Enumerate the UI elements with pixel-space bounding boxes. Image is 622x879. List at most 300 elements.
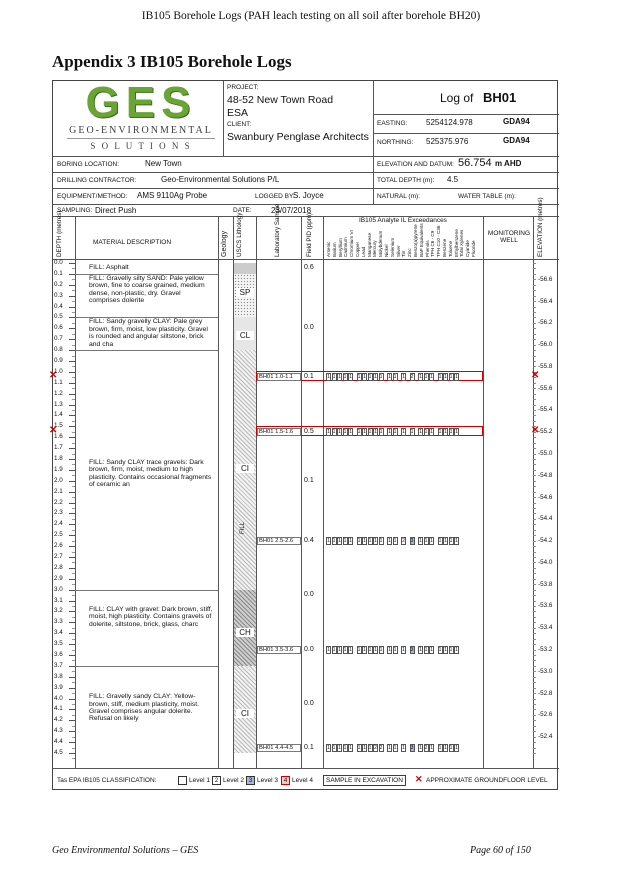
depth-minor-tick bbox=[72, 279, 75, 280]
analyte-header: Phenols bbox=[424, 240, 430, 257]
analyte-cell: 1 bbox=[419, 646, 422, 653]
elev-tick bbox=[533, 699, 536, 700]
analyte-cell: 1 bbox=[332, 374, 336, 381]
material-description: FILL: Sandy gravelly CLAY: Pale grey brown, firm, moist, low plasticity. Gravel is rounded and angular siltstone, brick and cha bbox=[89, 318, 208, 348]
analyte-cell: 1 bbox=[332, 744, 336, 751]
analyte-cell: 1 bbox=[343, 428, 347, 435]
elev-tick bbox=[533, 655, 536, 656]
geology-label: FILL bbox=[240, 521, 247, 535]
analyte-cell: 1 bbox=[419, 537, 422, 544]
depth-tick-label: 0.5 bbox=[54, 313, 63, 321]
elev-tick bbox=[533, 541, 536, 542]
depth-tick-label: 2.8 bbox=[54, 563, 63, 571]
elev-tick bbox=[533, 742, 536, 743]
depth-tick-label: 3.5 bbox=[54, 640, 63, 648]
sampling-label: SAMPLING: bbox=[57, 207, 93, 214]
depth-tick-label: 3.8 bbox=[54, 672, 63, 680]
depth-tick-label: 2.0 bbox=[54, 476, 63, 484]
analyte-cell: 1 bbox=[338, 744, 341, 751]
elev-tick bbox=[533, 388, 536, 389]
elev-tick bbox=[533, 617, 536, 618]
elev-tick-label: -54.4 bbox=[538, 515, 553, 523]
elev-tick-label: -53.8 bbox=[538, 580, 553, 588]
depth-tick-label: 4.4 bbox=[54, 738, 63, 746]
elev-tick bbox=[533, 671, 536, 672]
uscs-code: SP bbox=[236, 288, 254, 297]
depth-minor-tick bbox=[72, 410, 75, 411]
elev-tick bbox=[533, 399, 536, 400]
analyte-cell: 2 bbox=[379, 744, 383, 751]
elev-value: 56.754 bbox=[458, 157, 492, 169]
depth-tick bbox=[69, 622, 75, 623]
depth-tick-label: 3.7 bbox=[54, 661, 63, 669]
total-depth-value: 4.5 bbox=[447, 175, 459, 184]
elev-tick bbox=[533, 301, 536, 302]
depth-minor-tick bbox=[72, 290, 75, 291]
equipment-value: AMS 9110Ag Probe bbox=[137, 191, 208, 200]
elev-tick-label: -53.4 bbox=[538, 624, 553, 632]
analyte-cell: 1 bbox=[357, 646, 361, 653]
depth-tick bbox=[69, 579, 75, 580]
analyte-cell: 1 bbox=[332, 646, 336, 653]
date-value: 23/07/2018 bbox=[271, 206, 312, 215]
depth-tick-label: 2.4 bbox=[54, 520, 63, 528]
depth-tick-label: 3.4 bbox=[54, 629, 63, 637]
depth-minor-tick bbox=[72, 584, 75, 585]
analyte-cell: 1 bbox=[363, 537, 366, 544]
depth-minor-tick bbox=[72, 671, 75, 672]
elev-tick-label: -56.2 bbox=[538, 319, 553, 327]
depth-tick bbox=[69, 372, 75, 373]
depth-minor-tick bbox=[72, 301, 75, 302]
natural-label: NATURAL (m): bbox=[377, 193, 420, 200]
easting-value: 5254124.978 bbox=[426, 118, 473, 127]
elev-tick-label: -53.6 bbox=[538, 602, 553, 610]
legend-classification: Tas EPA IB105 CLASSIFICATION: bbox=[57, 777, 157, 784]
elev-tick bbox=[533, 459, 536, 460]
elev-tick bbox=[533, 639, 536, 640]
analyte-header: Cadmium bbox=[343, 237, 349, 257]
depth-tick bbox=[69, 328, 75, 329]
drilling-label: DRILLING CONTRACTOR: bbox=[57, 177, 137, 184]
depth-tick-label: 2.5 bbox=[54, 531, 63, 539]
analyte-header: Tin bbox=[401, 250, 407, 257]
analyte-header: Chromium VI bbox=[349, 230, 355, 257]
depth-tick bbox=[69, 644, 75, 645]
elev-tick bbox=[533, 519, 536, 520]
depth-tick-label: 3.6 bbox=[54, 651, 63, 659]
elev-tick bbox=[533, 611, 536, 612]
analyte-cell: 1 bbox=[343, 646, 347, 653]
footer-left: Geo Environmental Solutions – GES bbox=[52, 845, 199, 856]
approx-groundfloor-icon: ✕ bbox=[49, 424, 58, 436]
elev-tick bbox=[533, 622, 536, 623]
analyte-cell: 1 bbox=[455, 646, 458, 653]
depth-minor-tick bbox=[72, 421, 75, 422]
elev-tick-label: -54.2 bbox=[538, 537, 553, 545]
depth-minor-tick bbox=[72, 726, 75, 727]
elev-tick bbox=[533, 448, 536, 449]
depth-tick bbox=[69, 688, 75, 689]
layer-boundary bbox=[75, 590, 218, 591]
layer-boundary bbox=[75, 350, 218, 351]
elev-tick bbox=[533, 562, 536, 563]
analyte-cell: 1 bbox=[419, 374, 422, 381]
elev-tick bbox=[533, 753, 536, 754]
depth-tick-label: 0.1 bbox=[54, 269, 63, 277]
depth-tick-label: 2.1 bbox=[54, 487, 63, 495]
depth-tick bbox=[69, 459, 75, 460]
elev-tick-label: -56.0 bbox=[538, 341, 553, 349]
depth-tick-label: 1.2 bbox=[54, 389, 63, 397]
analyte-cell: 1 bbox=[438, 428, 442, 435]
depth-minor-tick bbox=[72, 639, 75, 640]
water-label: WATER TABLE (m): bbox=[458, 193, 516, 200]
analyte-cell: 1 bbox=[430, 744, 433, 751]
lab-sample-box: BH01 4.4-4.5 bbox=[257, 744, 301, 752]
analyte-cell: 1 bbox=[374, 428, 377, 435]
analyte-header: Selenium bbox=[389, 237, 395, 257]
depth-tick-label: 1.4 bbox=[54, 411, 63, 419]
elev-tick bbox=[533, 268, 536, 269]
elev-tick bbox=[533, 323, 536, 324]
elev-tick bbox=[533, 748, 536, 749]
analyte-cell: 1 bbox=[444, 428, 447, 435]
analyte-cell: 2 bbox=[424, 744, 428, 751]
analyte-cell: 1 bbox=[438, 537, 442, 544]
elev-tick bbox=[533, 601, 536, 602]
depth-minor-tick bbox=[72, 660, 75, 661]
elev-tick bbox=[533, 535, 536, 536]
elev-tick-label: -53.0 bbox=[538, 667, 553, 675]
depth-tick-label: 0.4 bbox=[54, 302, 63, 310]
depth-tick bbox=[69, 720, 75, 721]
depth-tick bbox=[69, 535, 75, 536]
depth-tick bbox=[69, 546, 75, 547]
appendix-title: Appendix 3 IB105 Borehole Logs bbox=[52, 52, 292, 71]
elev-tick bbox=[533, 279, 536, 280]
elev-tick bbox=[533, 682, 536, 683]
analyte-cell: 1 bbox=[444, 537, 447, 544]
lab-sample-box: BH01 1.5-1.6 bbox=[257, 428, 301, 436]
boring-value: New Town bbox=[145, 159, 182, 168]
legend-level1-box bbox=[178, 776, 187, 785]
elev-tick bbox=[533, 508, 536, 509]
elev-tick bbox=[533, 497, 536, 498]
depth-minor-tick bbox=[72, 508, 75, 509]
depth-tick-label: 1.5 bbox=[54, 422, 63, 430]
legend-level3-box: 3 bbox=[246, 776, 255, 785]
analyte-cell: 2 bbox=[402, 537, 405, 544]
depth-tick-label: 1.3 bbox=[54, 400, 63, 408]
legend-level2: Level 2 bbox=[223, 777, 244, 784]
lab-sample-box: BH01 1.0-1.1 bbox=[257, 373, 301, 381]
depth-tick bbox=[69, 568, 75, 569]
lab-sample-box: BH01 3.5-3.6 bbox=[257, 646, 301, 654]
analyte-header: Zinc bbox=[407, 248, 413, 257]
depth-tick bbox=[69, 481, 75, 482]
sample-pid: 0.0 bbox=[304, 645, 314, 653]
uscs-code: CL bbox=[236, 331, 254, 340]
depth-minor-tick bbox=[72, 541, 75, 542]
depth-tick bbox=[69, 633, 75, 634]
analyte-cell: 1 bbox=[379, 537, 383, 544]
depth-tick bbox=[69, 601, 75, 602]
elev-tick bbox=[533, 454, 536, 455]
depth-tick bbox=[69, 753, 75, 754]
analyte-cell: 1 bbox=[363, 374, 366, 381]
depth-minor-tick bbox=[72, 758, 75, 759]
analyte-cell: 1 bbox=[430, 374, 433, 381]
analyte-cell: 1 bbox=[338, 428, 341, 435]
analyte-cell: 1 bbox=[393, 428, 397, 435]
depth-minor-tick bbox=[72, 650, 75, 651]
analyte-cell: 1 bbox=[430, 537, 433, 544]
col-analyte-title: IB105 Analyte IL Exceedances bbox=[359, 217, 447, 224]
elev-tick bbox=[533, 546, 536, 547]
log-of-label: Log of bbox=[440, 91, 474, 105]
depth-minor-tick bbox=[72, 606, 75, 607]
depth-tick-label: 0.9 bbox=[54, 357, 63, 364]
elev-tick bbox=[533, 481, 536, 482]
elev-tick bbox=[533, 530, 536, 531]
elev-tick bbox=[533, 345, 536, 346]
depth-tick-label: 2.7 bbox=[54, 553, 63, 561]
elev-tick bbox=[533, 606, 536, 607]
analyte-cell: 1 bbox=[332, 537, 336, 544]
depth-minor-tick bbox=[72, 530, 75, 531]
analyte-header: Cyanide bbox=[465, 240, 471, 257]
elev-tick bbox=[533, 421, 536, 422]
elev-tick bbox=[533, 524, 536, 525]
analyte-cell: 1 bbox=[363, 646, 366, 653]
legend-level3: Level 3 bbox=[257, 777, 278, 784]
analyte-cell: 1 bbox=[379, 646, 383, 653]
analyte-cell: 1 bbox=[449, 537, 453, 544]
pid-reading: 0.1 bbox=[304, 476, 314, 484]
analyte-cell: 1 bbox=[419, 744, 422, 751]
col-geology: Geology bbox=[221, 230, 228, 257]
elev-tick bbox=[533, 693, 536, 694]
analyte-cell: 1 bbox=[349, 428, 352, 435]
borehole-log-sheet bbox=[49, 78, 558, 790]
depth-tick-label: 4.3 bbox=[54, 727, 63, 735]
elev-unit: m AHD bbox=[495, 159, 522, 168]
uscs-code: CI bbox=[236, 464, 254, 473]
depth-tick bbox=[69, 492, 75, 493]
elev-tick bbox=[533, 410, 536, 411]
sample-pid: 0.5 bbox=[304, 427, 314, 435]
pid-reading: 0.0 bbox=[304, 591, 314, 599]
analyte-header: BaP Equivalents bbox=[418, 223, 424, 257]
analyte-cell: 1 bbox=[402, 646, 405, 653]
analyte-cell: 1 bbox=[357, 537, 361, 544]
analyte-cell: 1 bbox=[430, 646, 433, 653]
col-pid: Field PID (ppm) bbox=[306, 212, 313, 257]
depth-minor-tick bbox=[72, 486, 75, 487]
depth-minor-tick bbox=[72, 628, 75, 629]
depth-minor-tick bbox=[72, 399, 75, 400]
elev-tick bbox=[533, 666, 536, 667]
analyte-header: Lead bbox=[360, 246, 366, 257]
pid-reading: 0.6 bbox=[304, 264, 314, 272]
analyte-header: Manganese bbox=[366, 232, 372, 257]
sample-pid: 0.4 bbox=[304, 536, 314, 544]
analyte-cell: 1 bbox=[363, 744, 366, 751]
project-value: 48-52 New Town Road bbox=[227, 94, 334, 106]
material-description: FILL: CLAY with gravel: Dark brown, stiff, moist, high plasticity. Contains gravels of dolerite, siltstone, brick, glass, charc bbox=[89, 606, 213, 628]
analyte-cell: 1 bbox=[402, 428, 405, 435]
legend-level2-box: 2 bbox=[212, 776, 221, 785]
analyte-cell: 1 bbox=[402, 744, 405, 751]
depth-tick bbox=[69, 437, 75, 438]
analyte-header: Barium bbox=[331, 242, 337, 257]
pid-reading: 0.0 bbox=[304, 700, 314, 708]
analyte-cell: 1 bbox=[374, 537, 377, 544]
elev-tick bbox=[533, 356, 536, 357]
depth-minor-tick bbox=[72, 432, 75, 433]
sample-pid: 0.1 bbox=[304, 373, 314, 381]
elev-tick bbox=[533, 584, 536, 585]
logo-letters: GES bbox=[85, 78, 197, 127]
analyte-cell: 1 bbox=[444, 744, 447, 751]
elev-tick bbox=[533, 731, 536, 732]
depth-minor-tick bbox=[72, 748, 75, 749]
log-of-value: BH01 bbox=[483, 90, 517, 105]
elev-tick-label: -55.0 bbox=[538, 450, 553, 457]
analyte-cell: 1 bbox=[379, 428, 383, 435]
elev-tick bbox=[533, 573, 536, 574]
col-depth: DEPTH (metres) bbox=[56, 210, 63, 257]
elev-tick bbox=[533, 486, 536, 487]
analyte-cell: 1 bbox=[374, 646, 377, 653]
depth-tick-label: 4.2 bbox=[54, 716, 63, 724]
depth-tick-label: 3.0 bbox=[54, 585, 63, 593]
depth-tick bbox=[69, 361, 75, 362]
depth-tick bbox=[69, 263, 75, 264]
col-lab: Laboratory Sample bbox=[274, 203, 281, 257]
analyte-cell: 2 bbox=[374, 744, 377, 751]
depth-tick-label: 0.8 bbox=[54, 346, 63, 354]
elev-tick-label: -54.8 bbox=[538, 471, 553, 479]
elev-tick-label: -52.4 bbox=[538, 733, 553, 741]
analyte-cell: 1 bbox=[368, 537, 372, 544]
client-label: CLIENT: bbox=[227, 121, 252, 128]
depth-tick-label: 3.2 bbox=[54, 607, 63, 615]
analyte-cell: 1 bbox=[343, 537, 347, 544]
lithology-band bbox=[234, 263, 256, 274]
elev-tick bbox=[533, 677, 536, 678]
elev-tick bbox=[533, 437, 536, 438]
analyte-cell: 1 bbox=[430, 428, 433, 435]
depth-tick bbox=[69, 731, 75, 732]
elev-tick-label: -54.6 bbox=[538, 493, 553, 501]
depth-minor-tick bbox=[72, 356, 75, 357]
depth-minor-tick bbox=[72, 377, 75, 378]
elev-tick bbox=[533, 633, 536, 634]
analyte-cell: 1 bbox=[388, 428, 391, 435]
date-label: DATE: bbox=[233, 207, 252, 214]
page-header: IB105 Borehole Logs (PAH leach testing on all soil after borehole BH20) bbox=[141, 10, 481, 22]
analyte-cell: 1 bbox=[338, 646, 341, 653]
elev-tick bbox=[533, 715, 536, 716]
elev-tick bbox=[533, 579, 536, 580]
elev-tick bbox=[533, 366, 536, 367]
approx-groundfloor-icon: ✕ bbox=[49, 370, 58, 382]
layer-boundary bbox=[75, 666, 218, 667]
elev-tick bbox=[533, 709, 536, 710]
analyte-cell: 1 bbox=[368, 744, 372, 751]
analyte-cell: 1 bbox=[327, 744, 330, 751]
analyte-cell: 1 bbox=[388, 374, 391, 381]
elev-tick-label: -55.2 bbox=[538, 428, 553, 436]
depth-tick bbox=[69, 524, 75, 525]
depth-minor-tick bbox=[72, 464, 75, 465]
depth-tick bbox=[69, 699, 75, 700]
elev-tick bbox=[533, 443, 536, 444]
legend-level4-box: 4 bbox=[281, 776, 290, 785]
easting-datum: GDA94 bbox=[503, 117, 530, 126]
analyte-cell: 1 bbox=[455, 374, 458, 381]
depth-tick-label: 4.5 bbox=[54, 749, 63, 757]
analyte-cell: 1 bbox=[338, 374, 341, 381]
analyte-cell: 1 bbox=[424, 428, 428, 435]
elev-tick bbox=[533, 595, 536, 596]
logged-label: LOGGED BY: bbox=[255, 193, 295, 200]
analyte-header: Mercury bbox=[372, 240, 378, 257]
col-uscs: USCS Lithology bbox=[236, 212, 243, 257]
depth-minor-tick bbox=[72, 334, 75, 335]
analyte-header: Fluoride bbox=[471, 240, 476, 257]
northing-value: 525375.976 bbox=[426, 137, 469, 146]
elev-tick bbox=[533, 726, 536, 727]
approx-groundfloor-icon: ✕ bbox=[531, 370, 540, 382]
analyte-cell: 1 bbox=[410, 428, 414, 435]
analyte-header: Benzene bbox=[442, 238, 447, 257]
equipment-label: EQUIPMENT/METHOD: bbox=[57, 193, 128, 200]
elev-tick bbox=[533, 394, 536, 395]
elev-tick bbox=[533, 650, 536, 651]
elev-tick-label: -55.8 bbox=[538, 362, 553, 370]
analyte-cell: 1 bbox=[393, 537, 397, 544]
elev-tick bbox=[533, 552, 536, 553]
analyte-header: Silver bbox=[395, 245, 401, 257]
legend-level4: Level 4 bbox=[292, 777, 313, 784]
depth-minor-tick bbox=[72, 737, 75, 738]
elev-tick bbox=[533, 334, 536, 335]
depth-tick-label: 0.3 bbox=[54, 291, 63, 299]
analyte-cell: 1 bbox=[357, 374, 361, 381]
depth-minor-tick bbox=[72, 475, 75, 476]
analyte-cell: 1 bbox=[393, 374, 397, 381]
elev-tick bbox=[533, 307, 536, 308]
elev-tick bbox=[533, 312, 536, 313]
analyte-cell: 1 bbox=[455, 744, 458, 751]
material-description: FILL: Asphalt bbox=[89, 264, 129, 271]
elev-tick bbox=[533, 644, 536, 645]
depth-tick bbox=[69, 426, 75, 427]
analyte-cell: 1 bbox=[349, 744, 352, 751]
depth-minor-tick bbox=[72, 388, 75, 389]
material-description: FILL: Gravelly sandy CLAY: Yellow-brown, stiff, medium plasticity, moist. Gravel comprises angular dolerite. Refusal on likely bbox=[89, 693, 200, 723]
elev-tick bbox=[533, 470, 536, 471]
elev-tick bbox=[533, 660, 536, 661]
analyte-cell: 1 bbox=[402, 374, 405, 381]
analyte-cell: 1 bbox=[368, 374, 372, 381]
elev-tick bbox=[533, 263, 536, 264]
total-depth-label: TOTAL DEPTH (m): bbox=[377, 177, 435, 184]
depth-minor-tick bbox=[72, 268, 75, 269]
